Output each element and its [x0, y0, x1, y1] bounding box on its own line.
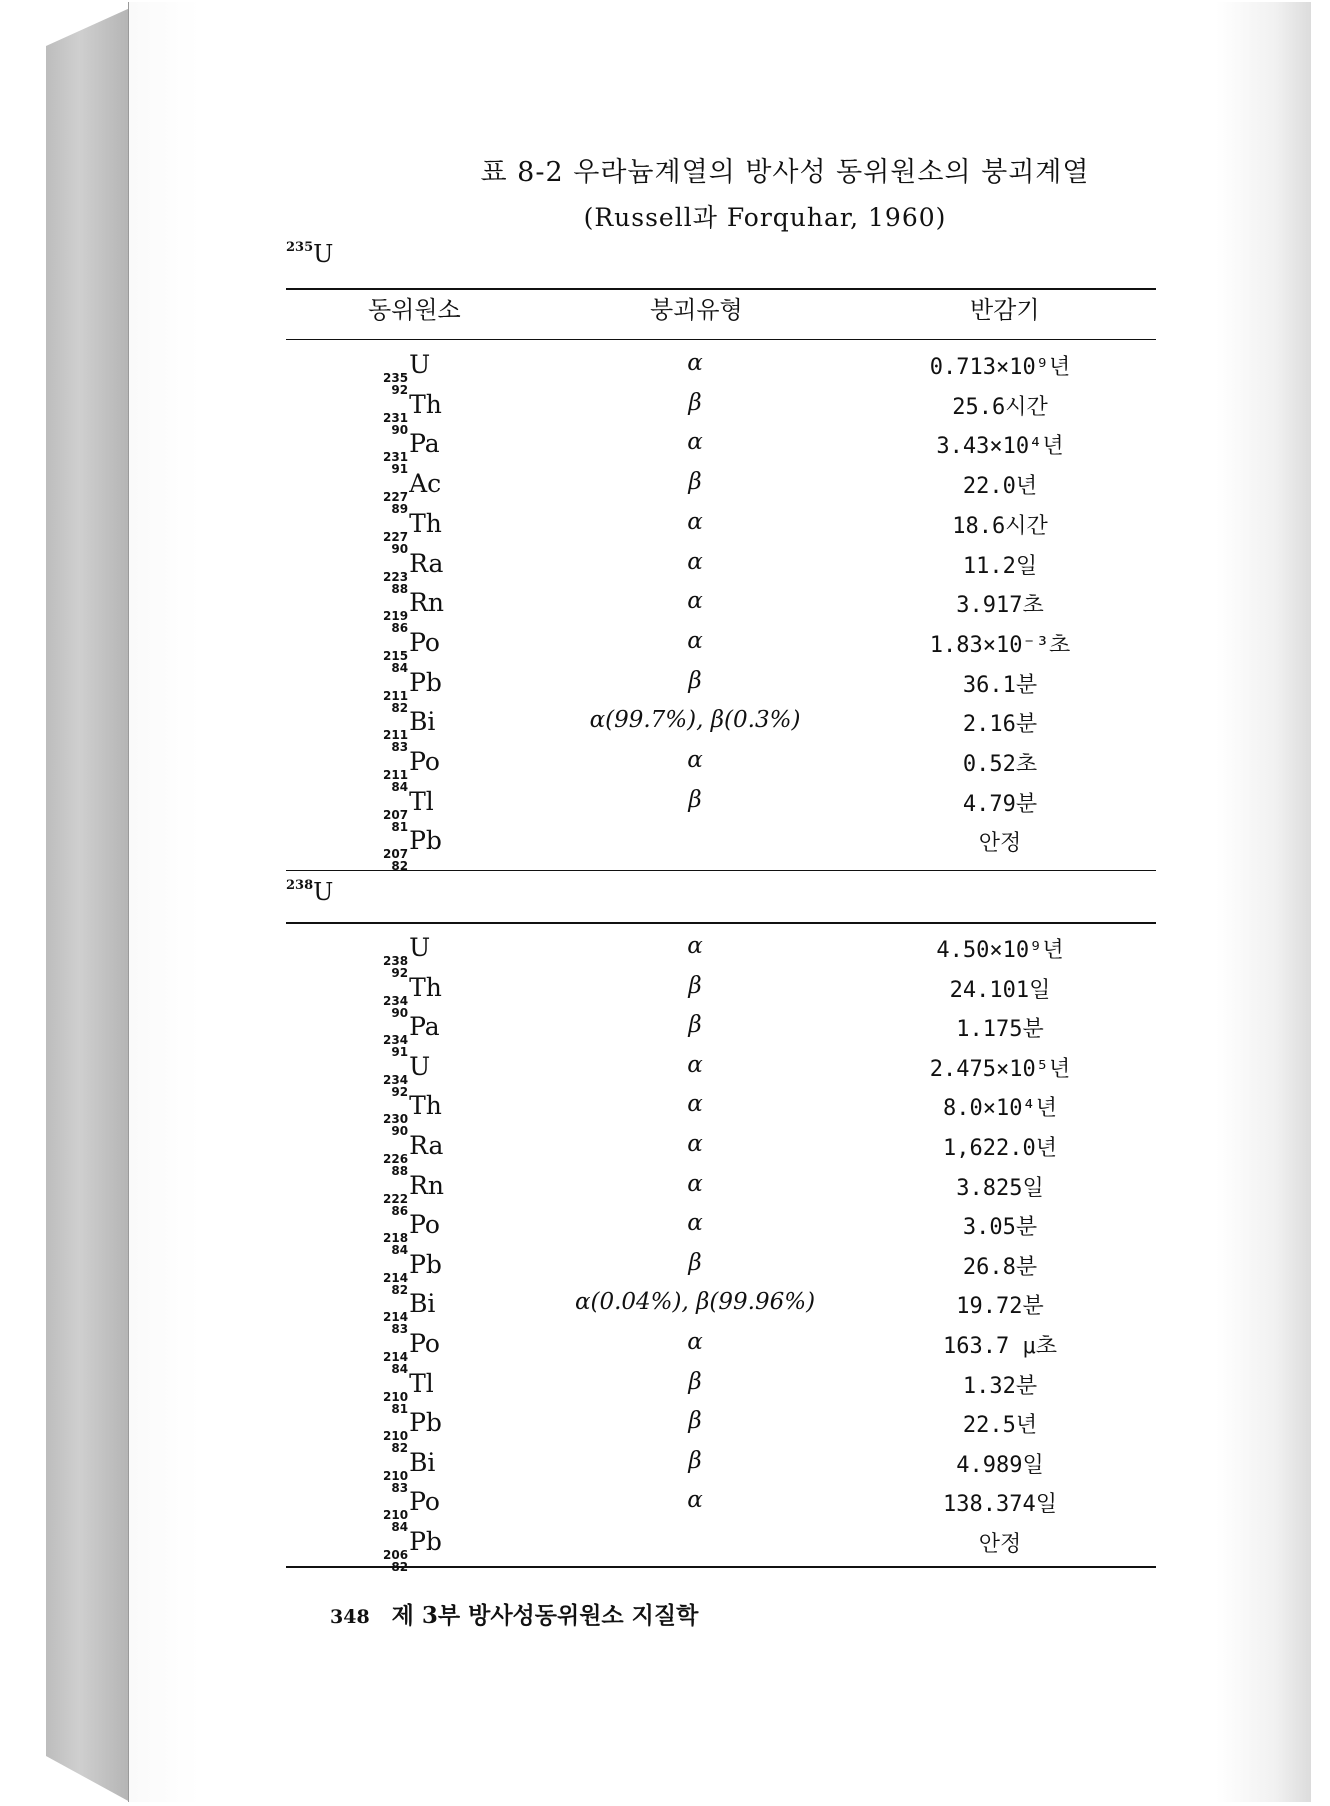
element-symbol: Bi [409, 707, 436, 737]
element-symbol: Rn [409, 1170, 444, 1200]
element-symbol: Th [409, 389, 442, 419]
mass-number: 235 [383, 371, 409, 385]
element-symbol: U [409, 350, 431, 379]
element-symbol: Ra [409, 548, 444, 578]
table-row [0, 933, 1330, 980]
table-row [0, 1091, 1330, 1139]
half-life-cell: 2.475×10⁵년 [929, 1056, 1071, 1082]
mass-number: 227 [383, 529, 409, 544]
half-life-cell: 2.16분 [962, 712, 1038, 738]
decay-type-cell: α(0.04%), β(99.96%) [574, 1289, 816, 1316]
decay-type-cell: β [688, 1447, 702, 1474]
table-row [0, 1012, 1330, 1060]
atomic-number: 81 [391, 1401, 409, 1416]
table-row [0, 1329, 1330, 1376]
table-row [0, 1210, 1330, 1258]
half-life-cell: 11.2일 [962, 553, 1038, 579]
half-life-cell: 3.43×10⁴년 [936, 434, 1064, 460]
mass-number: 238 [383, 954, 409, 968]
element-symbol: Th [409, 1091, 442, 1121]
isotope-cell [383, 826, 483, 872]
mass-number: 210 [383, 1508, 409, 1523]
half-life-cell: 36.1분 [962, 672, 1038, 698]
table-row [0, 389, 1330, 437]
half-life-cell: 8.0×10⁴년 [943, 1096, 1057, 1122]
decay-type-cell: β [688, 667, 702, 694]
half-life-cell: 18.6시간 [952, 513, 1048, 539]
atomic-number: 83 [391, 740, 409, 755]
atomic-number: 90 [391, 1124, 409, 1139]
mass-number: 219 [383, 609, 409, 624]
half-life-cell: 1.83×10⁻³초 [929, 632, 1071, 658]
decay-type-cell: α [687, 627, 703, 654]
mass-number: 210 [383, 1389, 409, 1404]
header-half-life: 반감기 [970, 296, 1040, 324]
table-row [0, 786, 1330, 834]
mass-number: 211 [383, 688, 409, 703]
half-life-cell: 3.05분 [962, 1215, 1038, 1241]
atomic-number: 81 [391, 819, 409, 834]
atomic-number: 92 [391, 1084, 409, 1099]
mass-number: 231 [383, 450, 409, 465]
element-symbol: Tl [409, 1368, 434, 1398]
element-symbol: Po [409, 747, 440, 776]
table-row [0, 350, 1330, 397]
decay-type-cell: β [688, 469, 702, 496]
half-life-cell: 138.374일 [943, 1492, 1057, 1518]
element-symbol: U [409, 1051, 431, 1081]
table-row [0, 826, 1330, 874]
half-life-cell: 3.825일 [956, 1175, 1044, 1201]
decay-type-cell: α [687, 508, 703, 535]
element-symbol: U [409, 933, 431, 962]
table-row [0, 1447, 1330, 1495]
element-symbol: Rn [409, 588, 444, 618]
mass-number: 214 [383, 1350, 409, 1364]
table-row [0, 1249, 1330, 1297]
table-row [0, 747, 1330, 794]
half-life-cell: 안정 [978, 1532, 1022, 1557]
table-row [0, 1408, 1330, 1456]
mass-number: 234 [383, 1033, 409, 1048]
decay-type-cell: β [688, 389, 702, 416]
decay-type-cell: α [687, 1487, 703, 1514]
element-symbol: Pa [409, 429, 440, 459]
decay-type-cell: α [687, 1329, 703, 1355]
half-life-cell: 24.101일 [949, 977, 1051, 1003]
mass-number: 207 [383, 847, 409, 862]
footer-text: 제 3부 방사성동위원소 지질학 [391, 1602, 699, 1629]
atomic-number: 88 [391, 1164, 409, 1178]
mass-number: 226 [383, 1152, 409, 1166]
mass-number: 207 [383, 807, 409, 822]
mass-number: 206 [383, 1548, 409, 1562]
atomic-number: 91 [391, 1045, 409, 1060]
atomic-number: 89 [391, 502, 409, 517]
mass-number: 223 [383, 569, 409, 584]
header-isotope: 동위원소 [368, 296, 461, 324]
atomic-number: 91 [391, 462, 409, 477]
mass-number: 222 [383, 1191, 409, 1206]
atomic-number: 88 [391, 581, 409, 596]
table-row [0, 707, 1330, 755]
mass-number: 210 [383, 1468, 409, 1483]
table-row [0, 1170, 1330, 1218]
mass-number: 211 [383, 768, 409, 782]
element-symbol: Pb [409, 667, 442, 697]
decay-type-cell: α [687, 1091, 703, 1118]
mass-number: 234 [383, 993, 409, 1008]
decay-type-cell: α [687, 1170, 703, 1197]
element-symbol: Pa [409, 1012, 440, 1042]
decay-type-cell: β [688, 786, 702, 813]
half-life-cell: 25.6시간 [952, 394, 1048, 420]
series-238-top-rule [286, 922, 1156, 924]
atomic-number: 90 [391, 1005, 409, 1020]
atomic-number: 84 [391, 1362, 409, 1376]
table-row [0, 1131, 1330, 1178]
half-life-cell: 4.79분 [962, 791, 1038, 817]
decay-type-cell: α(99.7%), β(0.3%) [589, 707, 801, 734]
section-label-235u: $^{235}$U [286, 240, 334, 268]
table-subtitle: (Russell과 Forquhar, 1960) [583, 203, 947, 232]
decay-type-cell: β [688, 1249, 702, 1276]
atomic-number: 82 [391, 700, 409, 715]
mass-number: 210 [383, 1429, 409, 1444]
table-row [0, 1289, 1330, 1337]
table-row [0, 1368, 1330, 1416]
section-label-238u: $^{238}$U [286, 878, 334, 906]
atomic-number: 82 [391, 1282, 409, 1297]
half-life-cell: 1.32분 [962, 1373, 1038, 1399]
atomic-number: 84 [391, 780, 409, 794]
mass-number: 214 [383, 1310, 409, 1325]
element-symbol: Ra [409, 1131, 444, 1160]
mass-number: 211 [383, 728, 409, 743]
table-row [0, 508, 1330, 556]
half-life-cell: 4.989일 [956, 1452, 1044, 1478]
half-life-cell: 안정 [978, 831, 1022, 857]
table-row [0, 1051, 1330, 1099]
element-symbol: Po [409, 1210, 440, 1240]
section-divider-rule [286, 870, 1156, 871]
decay-type-cell: α [687, 429, 703, 456]
half-life-cell: 26.8분 [962, 1254, 1038, 1280]
element-symbol: Pb [409, 826, 442, 856]
decay-type-cell: β [688, 1408, 702, 1435]
mass-number: 234 [383, 1072, 409, 1087]
decay-type-cell: α [687, 1131, 703, 1157]
header-rule [286, 339, 1156, 340]
element-symbol: Po [409, 1329, 440, 1358]
element-symbol: Pb [409, 1249, 442, 1279]
element-symbol: Th [409, 508, 442, 538]
mass-number: 214 [383, 1270, 409, 1285]
half-life-cell: 0.713×10⁹년 [929, 355, 1071, 380]
atomic-number: 83 [391, 1480, 409, 1495]
decay-type-cell: β [688, 1368, 702, 1395]
table-row [0, 469, 1330, 517]
atomic-number: 83 [391, 1322, 409, 1337]
element-symbol: Bi [409, 1447, 436, 1477]
decay-type-cell: α [687, 350, 703, 376]
bottom-rule [286, 1566, 1156, 1568]
atomic-number: 82 [391, 1560, 409, 1574]
half-life-cell: 19.72분 [956, 1294, 1044, 1320]
table-row [0, 972, 1330, 1020]
half-life-cell: 1.175분 [956, 1017, 1044, 1043]
element-symbol: Po [409, 1487, 440, 1517]
mass-number: 227 [383, 490, 409, 505]
table-row [0, 1487, 1330, 1535]
atomic-number: 92 [391, 383, 409, 397]
mass-number: 231 [383, 410, 409, 425]
table-row [0, 1527, 1330, 1574]
page-number: 348 [330, 1606, 370, 1628]
table-title: 표 8-2 우라늄계열의 방사성 동위원소의 붕괴계열 [480, 157, 1090, 188]
table-row [0, 429, 1330, 477]
decay-type-cell: α [687, 747, 703, 773]
element-symbol: Pb [409, 1527, 442, 1556]
half-life-cell: 3.917초 [956, 593, 1044, 619]
decay-type-cell: α [687, 548, 703, 575]
element-symbol: Bi [409, 1289, 436, 1319]
half-life-cell: 22.5년 [962, 1413, 1038, 1439]
atomic-number: 90 [391, 541, 409, 556]
element-symbol: Pb [409, 1408, 442, 1438]
mass-number: 230 [383, 1112, 409, 1127]
element-symbol: Ac [409, 469, 442, 499]
decay-type-cell: β [688, 1012, 702, 1039]
page-footer [330, 1597, 698, 1630]
mass-number: 215 [383, 648, 409, 663]
table-row [0, 627, 1330, 675]
decay-type-cell: α [687, 1210, 703, 1237]
half-life-cell: 22.0년 [962, 474, 1038, 500]
decay-type-cell: α [687, 1051, 703, 1078]
half-life-cell: 1,622.0년 [943, 1136, 1057, 1161]
atomic-number: 82 [391, 859, 409, 874]
atomic-number: 82 [391, 1441, 409, 1456]
decay-type-cell: α [687, 588, 703, 615]
mass-number: 218 [383, 1231, 409, 1246]
element-symbol: Tl [409, 786, 434, 816]
half-life-cell: 0.52초 [962, 752, 1038, 777]
half-life-cell: 4.50×10⁹년 [936, 938, 1064, 963]
decay-type-cell: α [687, 933, 703, 959]
header-decay-type: 붕괴유형 [650, 296, 743, 324]
half-life-cell: 163.7 μ초 [943, 1334, 1057, 1359]
element-symbol: Th [409, 972, 442, 1002]
atomic-number: 84 [391, 1243, 409, 1258]
element-symbol: Po [409, 627, 440, 657]
atomic-number: 86 [391, 1203, 409, 1218]
table-row [0, 588, 1330, 636]
atomic-number: 86 [391, 621, 409, 636]
atomic-number: 84 [391, 660, 409, 675]
atomic-number: 90 [391, 422, 409, 437]
atomic-number: 84 [391, 1520, 409, 1535]
atomic-number: 92 [391, 966, 409, 980]
decay-type-cell: β [688, 972, 702, 999]
